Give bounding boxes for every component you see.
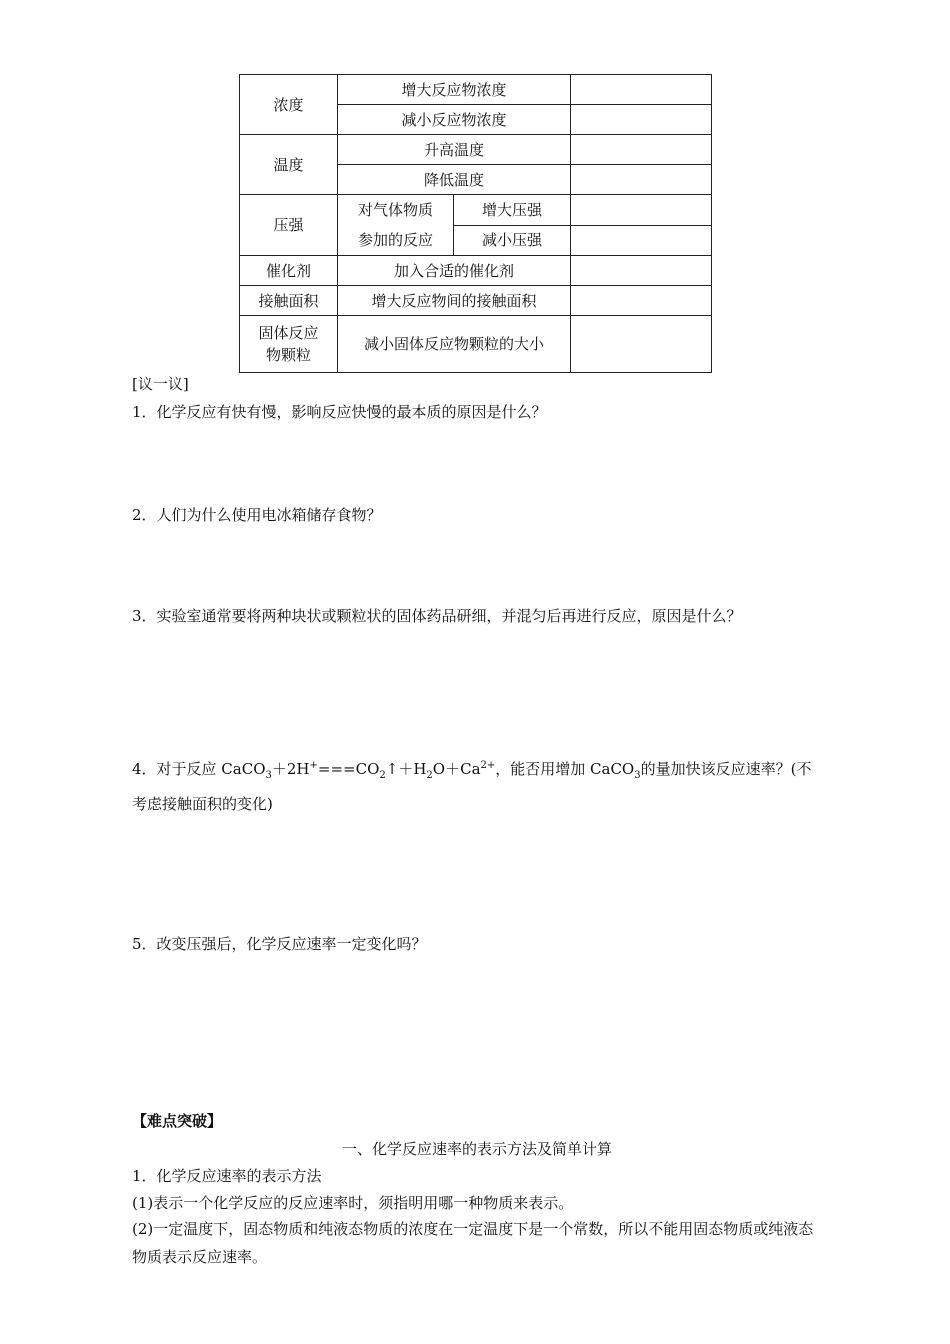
q4-subscript: 3 [265, 770, 272, 781]
item-1-2: (2)一定温度下，固态物质和纯液态物质的浓度在一定温度下是一个常数，所以不能用固态物质或纯液态物质表示反应速率。 [132, 1220, 814, 1266]
factor-line: 固体反应 [258, 324, 319, 342]
condition-cell: 增大压强 [454, 195, 571, 226]
table-row [240, 195, 712, 226]
item-1: 1．化学反应速率的表示方法 [132, 1167, 322, 1185]
answer-cell [571, 135, 712, 165]
difficulty-heading: 【难点突破】 [132, 1112, 223, 1130]
answer-cell [571, 286, 712, 316]
answer-cell [571, 105, 712, 135]
factor-cell [240, 316, 338, 373]
q4-subscript: 2 [379, 770, 386, 781]
table-row [240, 135, 712, 165]
factor-line: 物颗粒 [265, 346, 311, 364]
factor-cell: 温度 [240, 135, 338, 195]
factor-cell: 浓度 [240, 75, 338, 135]
table-row [240, 286, 712, 316]
condition-cell: 增大反应物浓度 [338, 75, 571, 105]
section-title: 一、化学反应速率的表示方法及简单计算 [341, 1140, 612, 1158]
table-row [240, 75, 712, 105]
q4-subscript: 3 [634, 770, 641, 781]
question-2: 2．人们为什么使用电冰箱储存食物？ [132, 506, 382, 524]
condition-group-line: 对气体物质 [357, 201, 433, 219]
discuss-heading: [议一议] [132, 375, 189, 393]
answer-cell [571, 75, 712, 105]
q4-subscript: 2 [426, 770, 433, 781]
question-3: 3．实验室通常要将两种块状或颗粒状的固体药品研细，并混匀后再进行反应，原因是什么？ [132, 607, 742, 625]
condition-cell: 加入合适的催化剂 [338, 256, 571, 286]
answer-cell [571, 195, 712, 226]
q4-superscript: 2+ [480, 760, 496, 771]
table-row [240, 256, 712, 286]
question-1: 1．化学反应有快有慢，影响反应快慢的最本质的原因是什么？ [132, 403, 547, 421]
item-1-1: (1)表示一个化学反应的反应速率时，须指明用哪一种物质来表示。 [132, 1194, 574, 1212]
factor-cell: 催化剂 [240, 256, 338, 286]
condition-group-line: 参加的反应 [357, 231, 433, 249]
answer-cell [571, 165, 712, 195]
condition-cell: 减小反应物浓度 [338, 105, 571, 135]
condition-group-cell [338, 195, 454, 256]
answer-cell [571, 225, 712, 256]
condition-cell: 增大反应物间的接触面积 [338, 286, 571, 316]
q4-text: ↑＋H [385, 760, 427, 778]
table-row [240, 316, 712, 373]
question-4 [132, 752, 822, 818]
factor-cell: 压强 [240, 195, 338, 256]
condition-cell: 降低温度 [338, 165, 571, 195]
answer-cell [571, 316, 712, 373]
q4-text: 4．对于反应 CaCO [132, 760, 266, 778]
factor-cell: 接触面积 [240, 286, 338, 316]
q4-text: ，能否用增加 CaCO [495, 760, 635, 778]
condition-cell: 升高温度 [338, 135, 571, 165]
q4-superscript: + [309, 760, 318, 771]
q4-text: ＋2H [271, 760, 310, 778]
factors-table [239, 74, 712, 373]
condition-cell: 减小压强 [454, 225, 571, 256]
q4-text: O＋Ca [432, 760, 481, 778]
q4-text: ===CO [317, 760, 380, 778]
answer-cell [571, 256, 712, 286]
q4-text: 的量加快该反应速率？(不考虑接触面积的变化) [132, 760, 812, 813]
question-5: 5．改变压强后，化学反应速率一定变化吗？ [132, 935, 427, 953]
condition-cell: 减小固体反应物颗粒的大小 [338, 316, 571, 373]
